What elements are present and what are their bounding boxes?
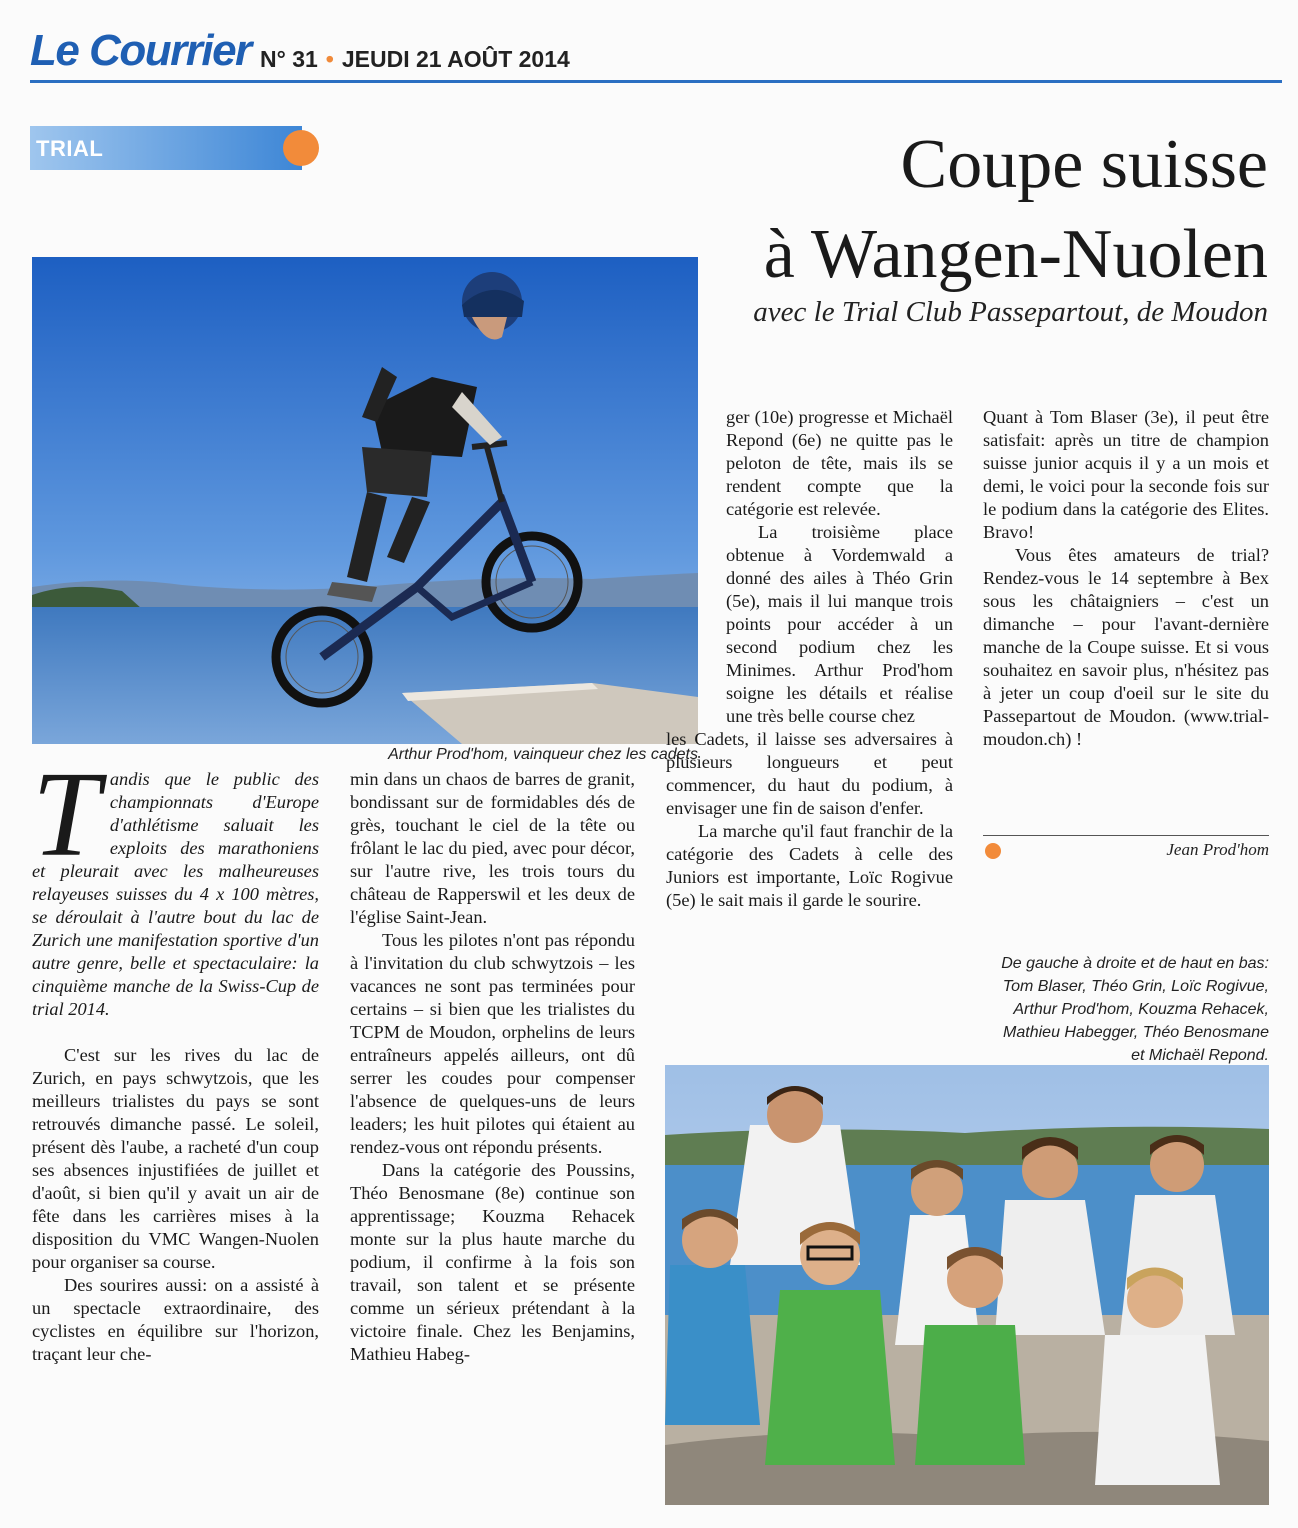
article-column-4 (983, 406, 1269, 751)
bullet-dot-icon: • (325, 46, 334, 72)
caption-line-1: De gauche à droite et de haut en bas: (1001, 955, 1269, 972)
orange-dot-icon (283, 130, 319, 166)
lede-paragraph (32, 747, 319, 1021)
rubric-label: TRIAL (36, 136, 104, 161)
headline-line-2: à Wangen-Nuolen (763, 216, 1268, 293)
author-signature: Jean Prod'hom (1166, 840, 1269, 859)
article-column-2 (350, 768, 635, 1366)
paragraph-8: Vous êtes amateurs de trial? Rendez-vous le 14 septembre à Bex sous les châtaigniers – c'est un dimanche – pour l'avant-dernière manche de la Coupe suisse. Et si vous souhaitez en savoir plus, n'hésitez pas à jeter un coup d'oeil sur le site du Passepartout de Moudon. (www.trial-moudon.ch) ! (983, 545, 1269, 749)
lede-text: andis que le public des championnats d'Europe d'athlétisme saluait les exploits des marathoniens et pleurait avec les malheureuses relayeuses suisses du 4 x 100 mètres, se déroulait à l'autre bout du lac de Zurich une manifestation sportive d'un autre genre, belle et spectaculaire: la cinquième manche de la Swiss-Cup de trial 2014. (32, 769, 319, 1019)
drop-cap: T (32, 747, 100, 882)
headline (628, 120, 1268, 300)
article-column-1 (32, 747, 319, 1366)
paragraph-2-end: min dans un chaos de barres de granit, bondissant sur de formidables dés de grès, touchant le ciel de la tête ou frôlant le lac du pied, avec pour décor, sur l'autre rive, les trois tours du château de Rapperswil et les deux de l'église Saint-Jean. (350, 769, 635, 927)
rider-photo-caption: Arthur Prod'hom, vainqueur chez les cadets (388, 746, 698, 763)
issue-date: JEUDI 21 AOÛT 2014 (341, 46, 570, 72)
paragraph-4-start: Dans la catégorie des Poussins, Théo Benosmane (8e) continue son apprentissage; Kouzma Rehacek monte sur la plus haute marche du podium, il confirme à la fois son travail, son talent et se présente comme un sérieux prétendant à la victoire finale. Chez les Benjamins, Mathieu Habeg- (350, 1160, 635, 1364)
issue-info (260, 44, 570, 74)
paragraph-5: La troisième place obtenue à Vordemwald a donné des ailes à Théo Grin (5e), mais il lui manque trois points pour accéder à un second podium chez les Minimes. Arthur Prod'hom soigne les détails et réalise une très belle course chez (726, 522, 953, 726)
signature-rule (983, 835, 1269, 836)
subheadline: avec le Trial Club Passepartout, de Moudon (753, 296, 1268, 328)
section-rubric (30, 126, 302, 170)
article-column-3 (666, 406, 953, 912)
paragraph-1: C'est sur les rives du lac de Zurich, en pays schwytzois, que les meilleurs trialistes du pays se sont retrouvés dimanche passé. Le soleil, présent dès l'aube, a racheté d'un coup ses absences injustifiées de juillet et d'août, si bien qu'il y avait un air de fête dans les carrières mises à la disposition du VMC Wangen-Nuolen pour organiser sa course. (32, 1045, 319, 1272)
caption-line-5: et Michaël Repond. (1131, 1047, 1269, 1064)
caption-line-3: Arthur Prod'hom, Kouzma Rehacek, (1013, 1001, 1269, 1018)
caption-line-4: Mathieu Habegger, Théo Benosmane (1003, 1024, 1269, 1041)
paragraph-7: Quant à Tom Blaser (3e), il peut être satisfait: après un titre de champion suisse junior acquis il y a un mois et demi, le voici pour la seconde fois sur le podium dans la catégorie des Elites. Bravo! (983, 407, 1269, 542)
group-photo-caption (949, 952, 1269, 1067)
paragraph-6: La marche qu'il faut franchir de la catégorie des Cadets à celle des Juniors est importante, Loïc Rogivue (5e) le sait mais il garde le sourire. (666, 821, 953, 910)
orange-dot-icon (985, 843, 1001, 859)
masthead (30, 26, 1282, 84)
masthead-rule (30, 80, 1282, 83)
group-photo (665, 1065, 1269, 1505)
paragraph-4-end: ger (10e) progresse et Michaël Repond (6e) ne quitte pas le peloton de tête, mais ils se rendent compte que la catégorie est relevée. (726, 407, 953, 519)
paragraph-2-start: Des sourires aussi: on a assisté à un spectacle extraordinaire, des cyclistes en équilibre sur l'horizon, traçant leur che- (32, 1275, 319, 1364)
newspaper-logo: Le Courrier (30, 26, 251, 75)
issue-number: N° 31 (260, 46, 318, 72)
headline-line-1: Coupe suisse (900, 126, 1268, 203)
rider-photo (32, 257, 698, 744)
paragraph-3: Tous les pilotes n'ont pas répondu à l'invitation du club schwytzois – les vacances ne sont pas terminées pour certains – si bien que les trialistes du TCPM de Moudon, orphelins de leurs entraîneurs appelés ailleurs, ont dû serrer les coudes pour compenser l'absence de quelques-uns de leurs leaders; les huit pilotes qui étaient au rendez-vous ont répondu présents. (350, 930, 635, 1157)
paragraph-5-end: les Cadets, il laisse ses adversaires à plusieurs longueurs et peut commencer, du haut du podium, à envisager une fin de saison d'enfer. (666, 729, 953, 818)
caption-line-2: Tom Blaser, Théo Grin, Loïc Rogivue, (1002, 978, 1269, 995)
